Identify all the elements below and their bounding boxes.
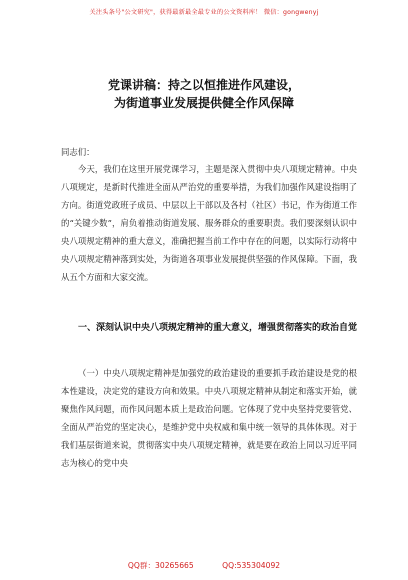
paragraph-intro: 今天，我们在这里开展党课学习，主题是深入贯彻中央八项规定精神。中央八项规定，是新时代推进全面从严治党的重要举措，为我们加强作风建设指明了方向。街道党政班子成员、中层以上干部以及各村（社区）书记，作为街道工作的“关键少数”，肩负着推动街道发展、服务群众的重要职责。我们要深刻认识中央八项规定精神的重大意义，准确把握当前工作中存在的问题，以实际行动将中央八项规定精神落到实处，为街道各项事业发展提供坚强的作风保障。下面，我从五个方面和大家交流。 [61, 164, 357, 282]
section-heading-1: 一、深刻认识中央八项规定精神的重大意义，增强贯彻落实的政治自觉 [78, 323, 358, 333]
paragraph-section-1-1: （一）中央八项规定精神是加强党的政治建设的重要抓手政治建设是党的根本性建设，决定党的建设方向和效果。中央八项规定精神从制定和落实开始，就聚焦作风问题，而作风问题本质上是政治问题。它体现了党中央坚持党要管党、全面从严治党的坚定决心，是维护党中央权威和集中统一领导的具体体现。对于我们基层街道来说，贯彻落实中央八项规定精神，就是要在政治上同以习近平同志为核心的党中央 [61, 368, 357, 468]
title-line-2: 为街道事业发展提供健全作风保障 [113, 96, 294, 110]
header-banner: 关注头条号"公文研究"，获得最新最全最专业的公文资料库！ 微信：gongwenyj [89, 9, 319, 16]
qq-contact-text: QQ:535304092 [222, 561, 281, 570]
title-line-1: 党课讲稿：持之以恒推进作风建设， [107, 78, 300, 92]
qq-group-text: QQ群：30265665 [127, 561, 194, 570]
greeting: 同志们： [61, 147, 95, 157]
footer-banner [0, 560, 408, 571]
document-title [0, 76, 408, 112]
